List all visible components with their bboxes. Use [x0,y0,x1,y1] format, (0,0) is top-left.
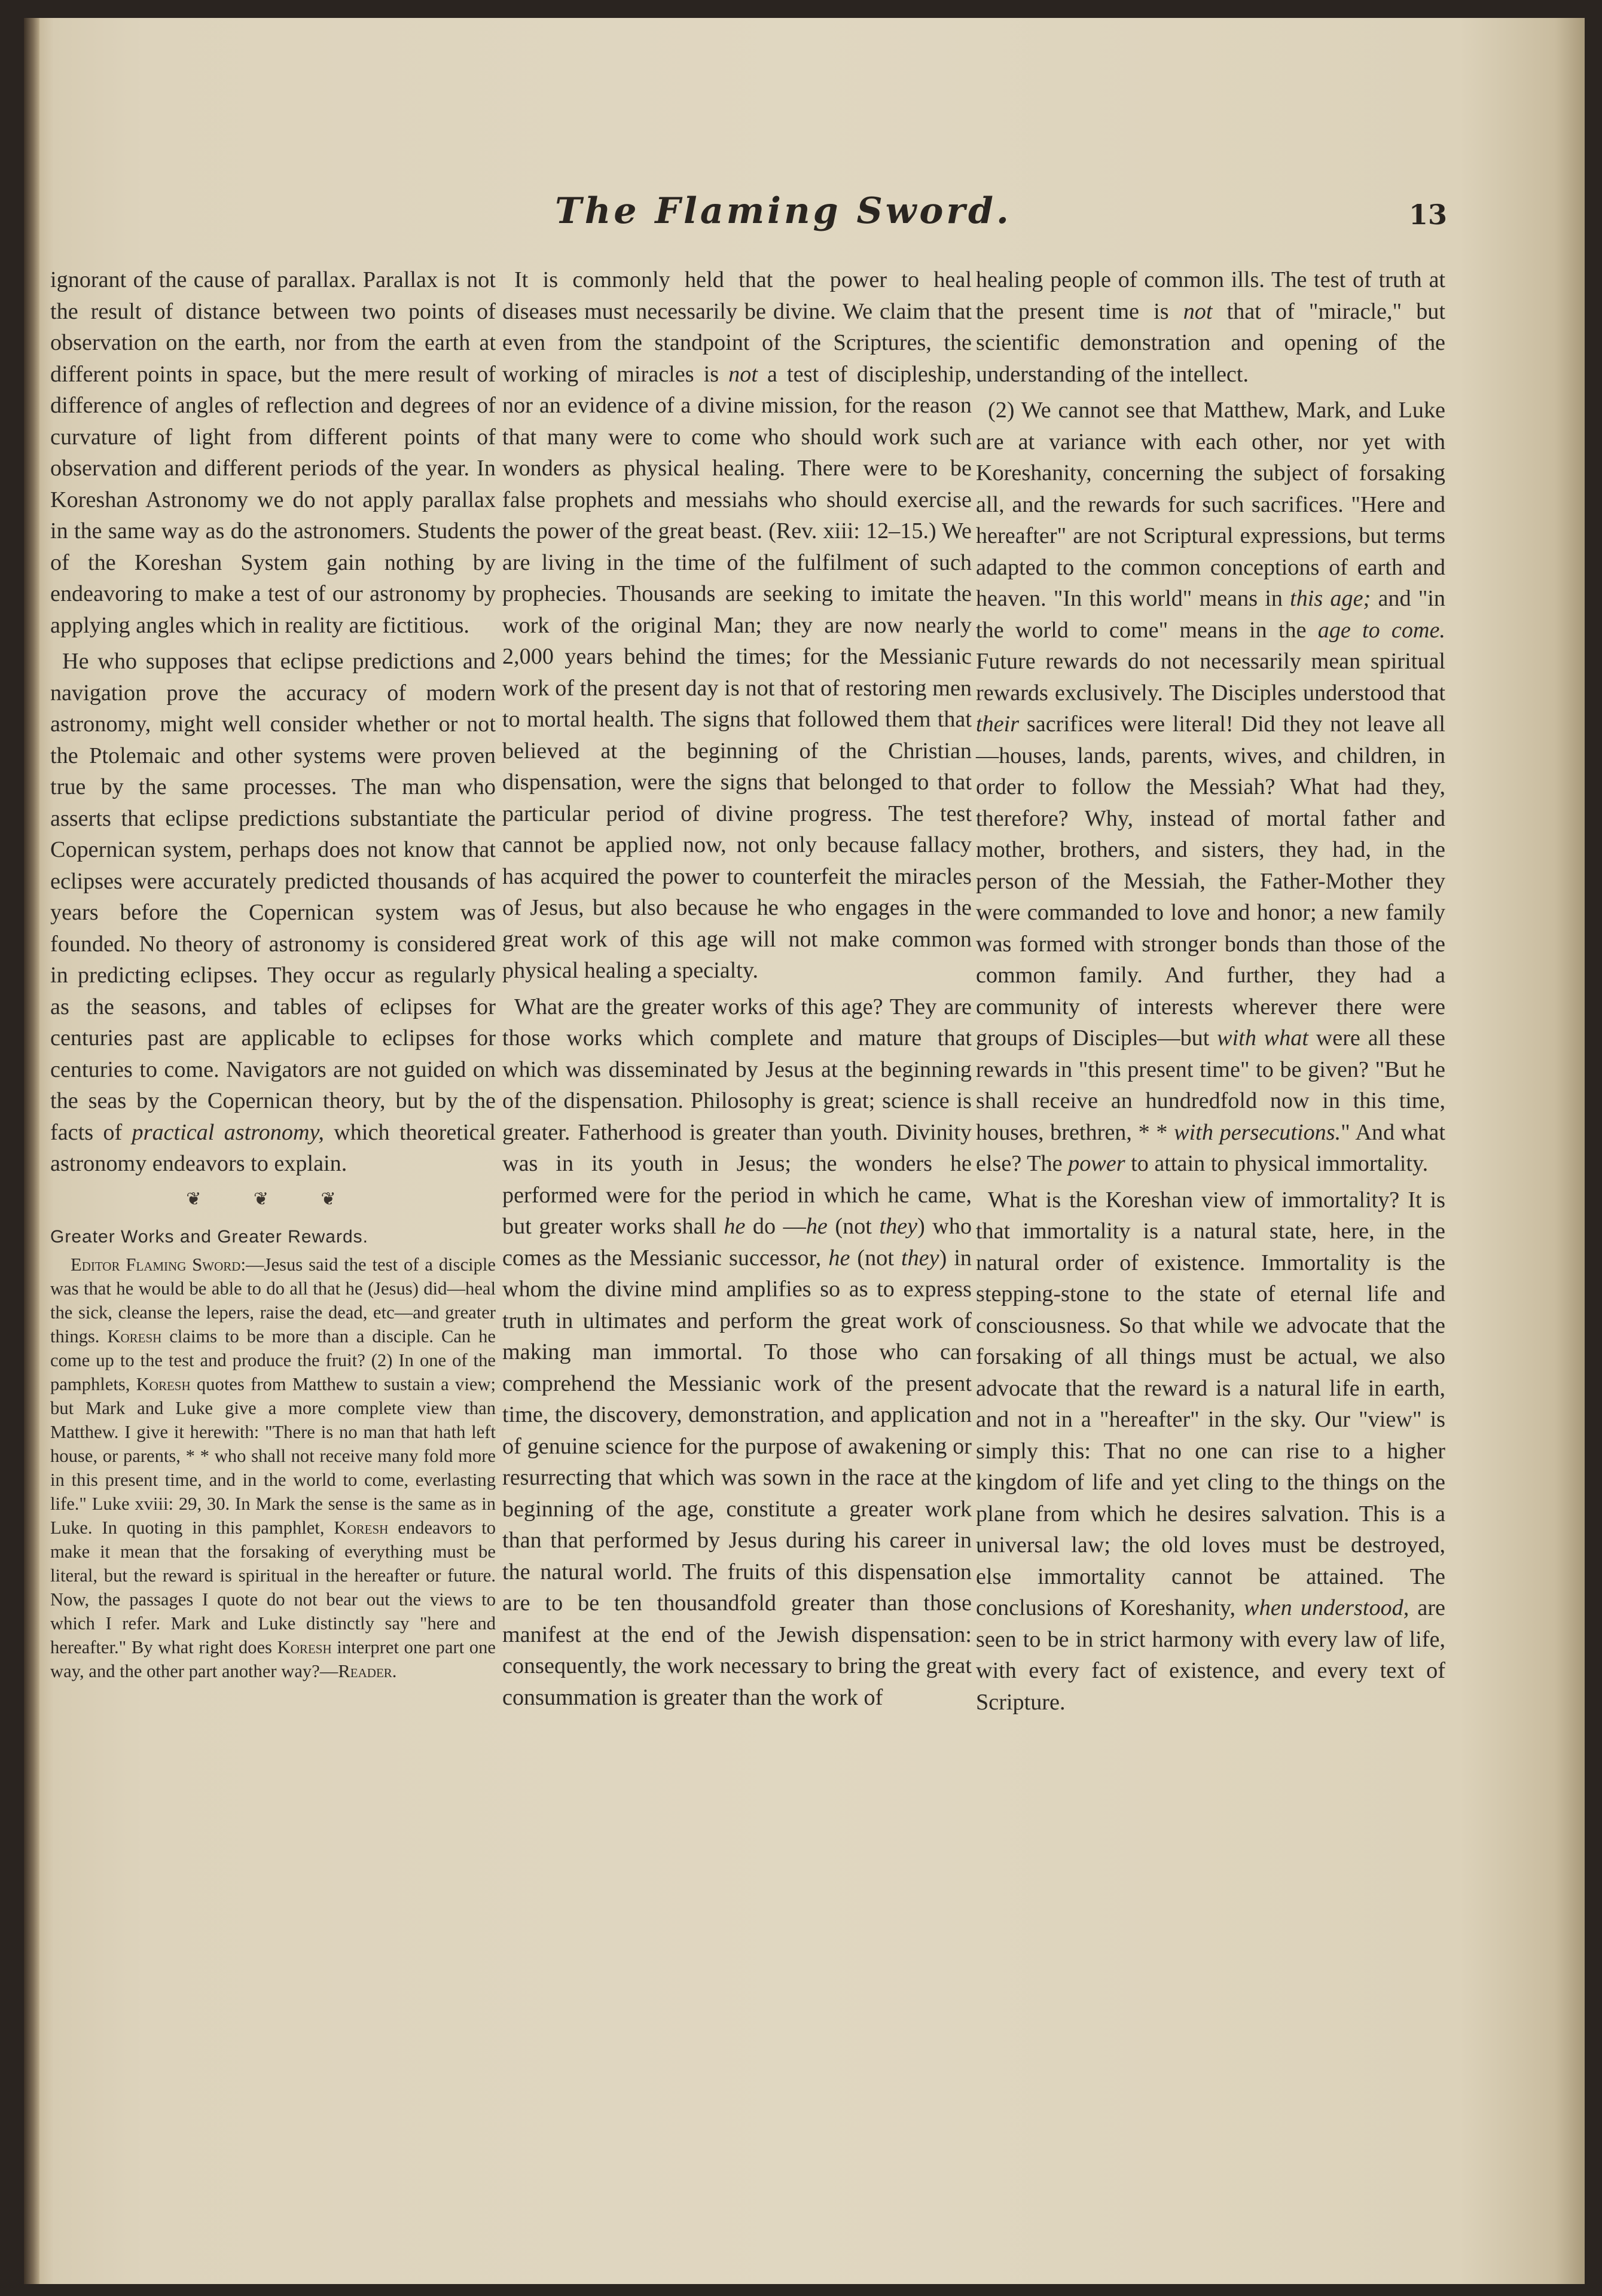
emphasis-text: this age; [1290,586,1371,611]
emphasis-text: they [879,1214,918,1239]
emphasis-text: age to come. [1317,617,1445,643]
paragraph-text: What is the Koreshan view of immortality? It is that immortality is a natural state, here, in the natural order of existence. Immortality is the stepping-stone to the state of eternal life and consciousness. So that while we advocate that the forsaking of all things must be actual, we also advocate that the reward is a natural life in earth, and not in a "hereafter" in the sky. Our "view" is simply this: That no one can rise to a higher kingdom of life and yet cling to the things on the plane from which he desires salvation. This is a universal law; the old loves must be destroyed, else immortality cannot be attained. The conclusions of Koreshanity, [976,1187,1445,1620]
running-title: The Flaming Sword. [555,190,1012,232]
page-binding [24,18,39,2284]
name-koresh: Koresh [136,1374,191,1394]
letter-segment: quotes from Matthew to sustain a view; but Mark and Luke give a more complete view than Matthew. I give it herewith: "There is no man that hath left house, or parents, * * who shall not receive many fold more in this present time, and in the world to come, everlasting life." Luke xviii: 29, 30. In Mark the sense is the same as in Luke. In quoting in this pamphlet, [50,1374,496,1538]
paragraph-text: He who supposes that eclipse predictions and navigation prove the accuracy of modern astronomy, might well consider whether or not the Ptolemaic and other systems were proven true by the same processes. The man who asserts that eclipse predictions substantiate the Copernican system, perhaps does not know that eclipses were accurately predicted thousands of years before the Copernican system was founded. No theory of astronomy is considered in predicting eclipses. They occur as regularly as the seasons, and tables of eclipses for centuries past are applicable to eclipses for centuries to come. Navigators are not guided on the seas by the Copernican theory, but by the facts of [50,649,496,1145]
paragraph [502,264,972,987]
ornament-divider: ❦ ❦ ❦ [186,1189,360,1209]
page-header [72,190,1447,250]
letter-segment: interpret one part one way, and the other part another way?— [50,1637,496,1681]
name-koresh: Koresh [107,1326,162,1347]
paragraph-text: (not [857,1245,894,1271]
paragraph-text: ignorant of the cause of parallax. Parallax is not the result of distance between two points of observation on the earth, nor from the earth at different points in space, but the mere result of difference of angles of reflection and degrees of curvature of light from different points of observation and different periods of the year. In Koreshan Astronomy we do not apply parallax in the same way as do the astronomers. Students of the Koreshan System gain nothing by endeavoring to make a test of our astronomy by applying angles which in reality are fictitious. [50,267,496,638]
emphasis-text: he [828,1245,850,1271]
letter-salutation: Editor Flaming Sword [71,1254,241,1275]
name-koresh: Koresh [334,1518,389,1538]
emphasis-text: not [728,361,758,387]
paragraph [50,646,496,1180]
paragraph-text: are seen to be in strict harmony with every law of life, with every fact of existence, and every text of Scripture. [976,1595,1446,1715]
emphasis-text: with persecutions. [1174,1119,1341,1145]
reader-letter [50,1253,496,1683]
emphasis-text: their [976,712,1020,737]
paragraph-text: Future rewards do not necessarily mean spiritual rewards exclusively. The Disciples understood that [976,649,1445,706]
paragraph-text: that of "miracle," but scientific demonstration and opening of the understanding of the intellect. [976,298,1445,387]
paragraph-text: and "in the world to come" means in the [976,586,1446,643]
page-number: 13 [1408,199,1447,231]
paragraph-text: healing people of common ills. The test of truth at the present time is [976,267,1445,324]
paragraph-text: to attain to physical immortality. [1131,1151,1429,1176]
paragraph-text: do — [752,1214,806,1239]
paragraph-text: ) who comes as the Messianic successor, [502,1214,972,1271]
paragraph-text: It is commonly held that the power to heal diseases must necessarily be divine. We claim that even from the standpoint of the Scriptures, the working of miracles is [502,267,972,387]
column-1 [50,264,496,1683]
paragraph [502,991,972,1714]
letter-segment: :—Jesus said the test of a disciple was that he would be able to do all that he (Jesus) did—heal the sick, cleanse the lepers, raise the dead, etc—and greater things. [50,1254,496,1347]
paragraph-text: What are the greater works of this age? They are those works which complete and mature that which was disseminated by Jesus at the beginning of the dispensation. Philosophy is great; science is greater. Fatherhood is greater than youth. Divinity was in its youth in Jesus; the wonders he performed were for the period in which he came, but greater works shall [502,994,972,1239]
paragraph-text: ) in whom the divine mind amplifies so as to express truth in ultimates and perform the great work of making man immortal. To those who can comprehend the Messianic work of the present time, the discovery, demonstration, and application of genuine science for the purpose of awakening or resurrecting that which was sown in the race at the beginning of the age, constitute a greater work than that performed by Jesus during his career in the natural world. The fruits of this dispensation are to be ten thousandfold greater than those manifest at the end of the Jewish dispensation: consequently, the work necessary to bring the great consummation is greater than the work of [502,1245,972,1710]
column-3 [976,264,1445,1718]
paragraph-text: a test of discipleship, nor an evidence of a divine mission, for the reason that many were to come who should work such wonders as physical healing. There were to be false prophets and messiahs who should exercise the power of the great beast. (Rev. xiii: 12–15.) We are living in the time of the fulfilment of such prophecies. Thousands are seeking to imitate the work of the original Man; they are now nearly 2,000 years behind the times; for the Messianic work of the present day is not that of restoring men to mortal health. The signs that followed them that believed at the beginning of the Christian dispensation, were the signs that belonged to that particular period of divine progress. The test cannot be applied now, not only because fallacy has acquired the power to counterfeit the miracles of Jesus, but also because he who engages in the great work of this age will not make common physical healing a specialty. [502,361,972,983]
emphasis-text: he [805,1214,828,1239]
emphasis-text: with what [1217,1025,1308,1051]
paragraph [50,264,496,641]
paragraph-text: (2) We cannot see that Matthew, Mark, and Luke are at variance with each other, nor yet with Koreshanity, concerning the subject of forsaking all, and the rewards for such sacrifices. "Here and hereafter" are not Scriptural expressions, but terms adapted to the common conceptions of earth and heaven. "In this world" means in [976,398,1445,611]
emphasis-text: they [901,1245,939,1271]
paragraph [976,1184,1445,1718]
emphasis-text: power [1068,1151,1125,1176]
paragraph-text: which theoretical astronomy endeavors to explain. [50,1119,496,1176]
emphasis-text: when understood, [1244,1595,1409,1620]
letter-signature: Reader. [338,1661,397,1681]
magazine-page [24,18,1585,2284]
name-koresh: Koresh [277,1637,332,1657]
column-2 [502,264,972,1713]
paragraph-text: were all these rewards in "this present time" to be given? "But he shall receive an hundredfold now in this time, houses, brethren, * * [976,1025,1446,1145]
paragraph [976,264,1445,390]
paragraph [976,395,1445,1180]
letter-segment: claims to be more than a disciple. Can he come up to the test and produce the fruit? (2) In one of the pamphlets, [50,1326,496,1394]
paragraph-text: (not [835,1214,872,1239]
letter-segment: endeavors to make it mean that the forsaking of everything must be literal, but the reward is spiritual in the hereafter or future. Now, the passages I quote do not bear out the views to which I refer. Mark and Luke distinctly say "here and hereafter." By what right does [50,1518,496,1657]
paragraph-text: sacrifices were literal! Did they not leave all—houses, lands, parents, wives, and children, in order to follow the Messiah? What had they, therefore? Why, instead of mortal father and mother, brothers, and sisters, they had, in the person of the Messiah, the Father-Mother they were commanded to love and honor; a new family was formed with stronger bonds than those of the common family. And further, they had a community of interests wherever there were groups of Disciples—but [976,712,1446,1051]
emphasis-text: not [1183,298,1213,324]
section-heading: Greater Works and Greater Rewards. [50,1226,368,1247]
paragraph-text: " And what else? The [976,1119,1445,1176]
emphasis-text: he [724,1214,746,1239]
emphasis-text: practical astronomy, [132,1119,324,1145]
letter-text [50,1253,496,1683]
